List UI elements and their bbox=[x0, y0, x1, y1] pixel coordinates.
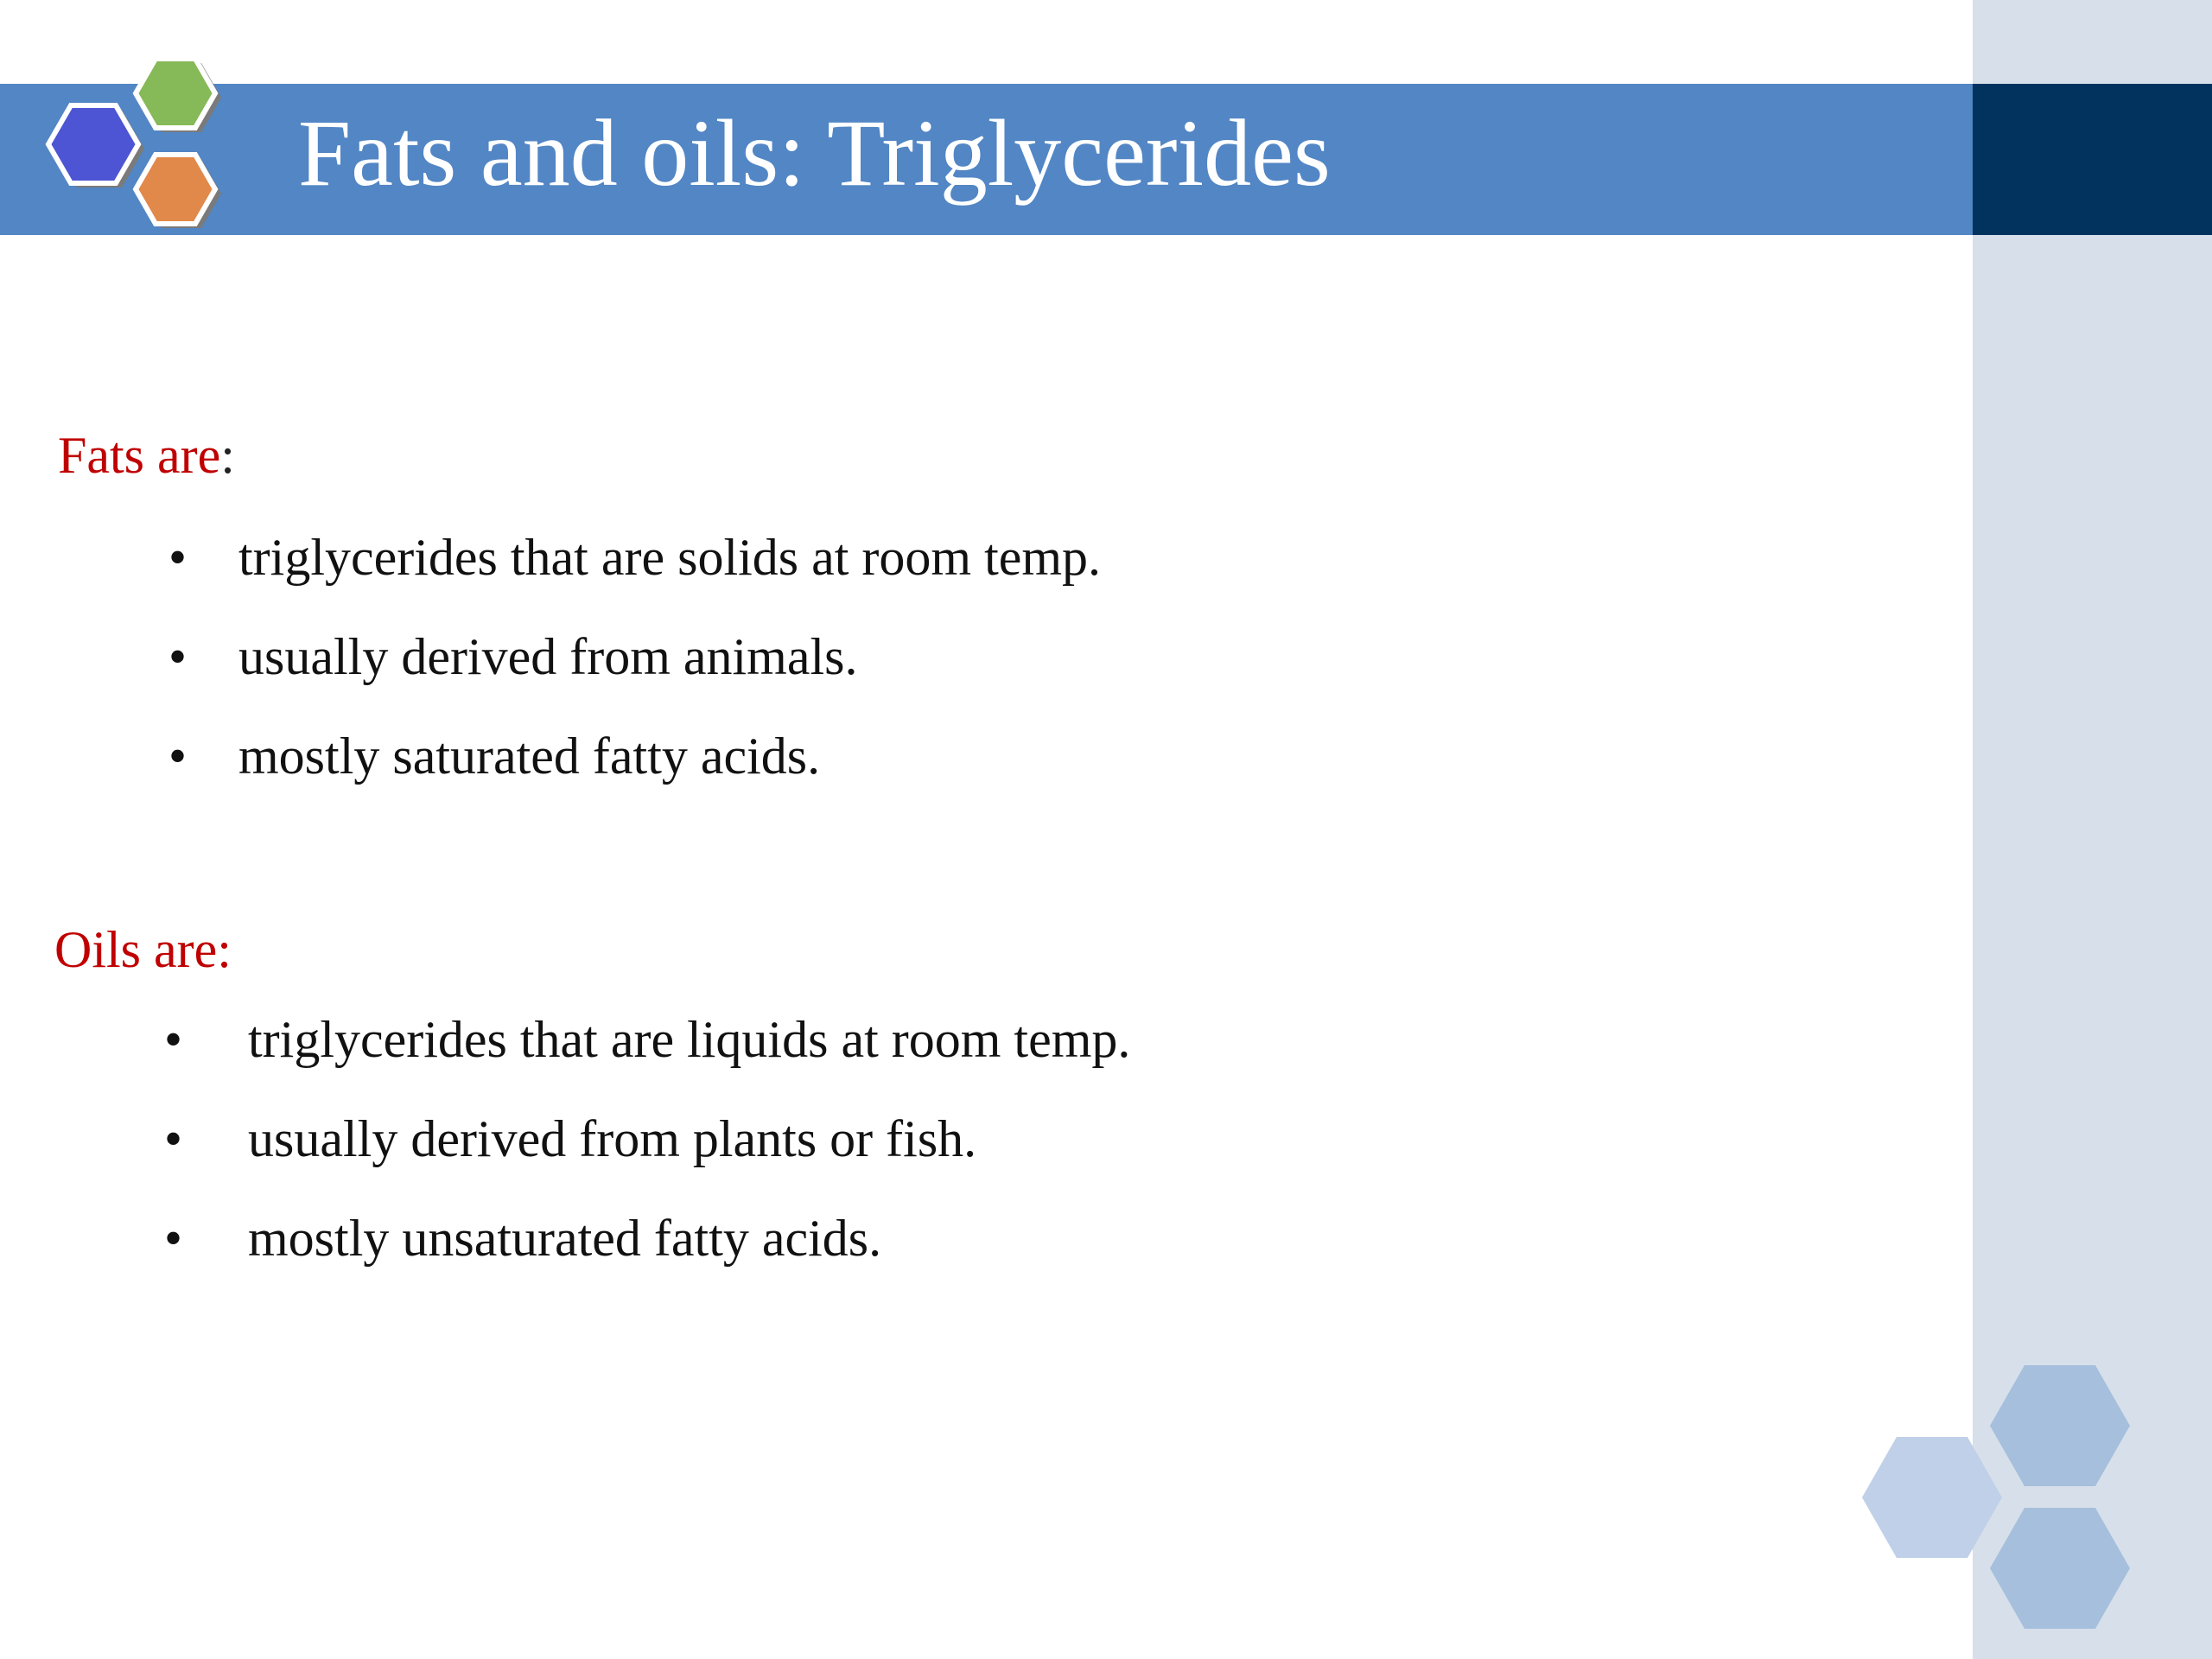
logo-hex-blue bbox=[48, 105, 138, 183]
fats-heading-colon: : bbox=[220, 427, 235, 484]
corner-hex-light bbox=[1862, 1437, 2002, 1558]
list-item-text: usually derived from animals. bbox=[238, 628, 858, 685]
list-item-text: usually derived from plants or fish. bbox=[248, 1110, 977, 1167]
hexagon-cluster-icon bbox=[26, 48, 276, 272]
slide-title: Fats and oils: Triglycerides bbox=[298, 100, 1331, 206]
list-item-text: mostly saturated fatty acids. bbox=[238, 728, 821, 785]
bullet-icon: • bbox=[168, 628, 188, 685]
logo-hex-orange bbox=[136, 155, 215, 224]
corner-hex-mid bbox=[1990, 1508, 2130, 1629]
bullet-icon: • bbox=[168, 728, 188, 785]
bullet-icon: • bbox=[168, 529, 188, 586]
fats-heading bbox=[58, 425, 235, 486]
corner-hex-mid bbox=[1990, 1365, 2130, 1486]
bullet-icon: • bbox=[164, 1110, 183, 1167]
list-item-text: mostly unsaturated fatty acids. bbox=[248, 1210, 882, 1267]
list-item-text: triglycerides that are solids at room temp. bbox=[238, 529, 1102, 586]
oils-heading: Oils are: bbox=[54, 921, 232, 978]
hexagon-cluster-icon bbox=[1849, 1357, 2143, 1642]
list-item-text: triglycerides that are liquids at room temp. bbox=[248, 1011, 1131, 1068]
fats-heading-text: Fats are bbox=[58, 427, 221, 484]
title-bar-accent bbox=[1973, 84, 2212, 235]
bullet-icon: • bbox=[164, 1210, 183, 1267]
bullet-icon: • bbox=[164, 1011, 183, 1068]
logo-hex-green bbox=[136, 59, 215, 128]
